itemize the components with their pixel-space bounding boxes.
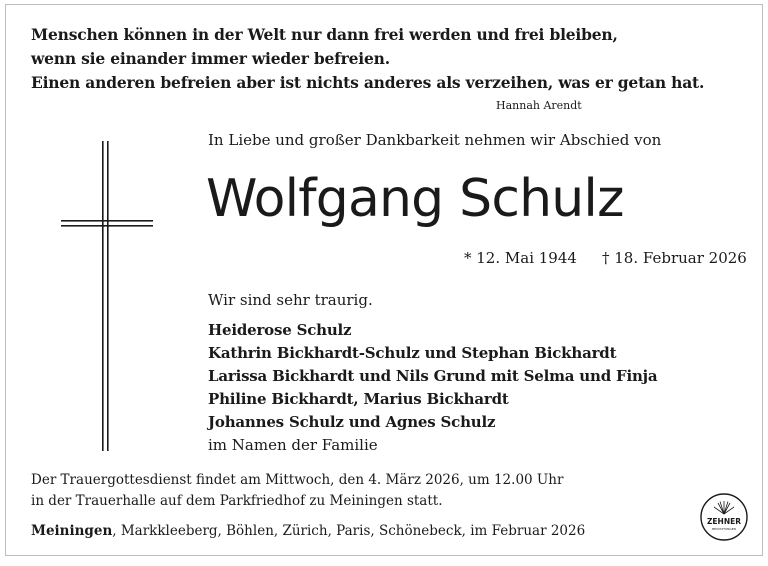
quote-line-1: Menschen können in der Welt nur dann frei werden und frei bleiben, [31, 25, 618, 44]
mourner-4: Philine Bickhardt, Marius Bickhardt [208, 390, 509, 408]
family-note: im Namen der Familie [208, 436, 378, 454]
service-line-2: in der Trauerhalle auf dem Parkfriedhof zu Meiningen statt. [31, 493, 443, 509]
obituary-notice [5, 4, 763, 556]
intro-text: In Liebe und großer Dankbarkeit nehmen wir Abschied von [208, 131, 662, 149]
deceased-name: Wolfgang Schulz [206, 169, 624, 229]
death-date: † 18. Februar 2026 [602, 249, 747, 267]
mourner-5: Johannes Schulz und Agnes Schulz [208, 413, 496, 431]
quote-author: Hannah Arendt [496, 99, 582, 112]
mourner-1: Heiderose Schulz [208, 321, 352, 339]
logo-sub: BESTATTUNGEN [712, 527, 736, 531]
location-rest: , Markkleeberg, Böhlen, Zürich, Paris, Schönebeck, im Februar 2026 [112, 523, 586, 539]
quote-line-2: wenn sie einander immer wieder befreien. [31, 49, 390, 68]
zehner-logo [699, 492, 749, 542]
service-line-1: Der Trauergottesdienst findet am Mittwoch, den 4. März 2026, um 12.00 Uhr [31, 472, 564, 488]
location-line [31, 523, 585, 539]
mourner-2: Kathrin Bickhardt-Schulz und Stephan Bickhardt [208, 344, 617, 362]
mourner-3: Larissa Bickhardt und Nils Grund mit Selma und Finja [208, 367, 658, 385]
location-city: Meiningen [31, 523, 113, 539]
quote-line-3: Einen anderen befreien aber ist nichts anderes als verzeihen, was er getan hat. [31, 73, 705, 92]
dandelion-icon [714, 501, 734, 514]
logo-name: ZEHNER [706, 517, 742, 526]
birth-date: * 12. Mai 1944 [464, 249, 577, 267]
cross-icon [56, 135, 156, 455]
sad-note: Wir sind sehr traurig. [208, 291, 373, 309]
